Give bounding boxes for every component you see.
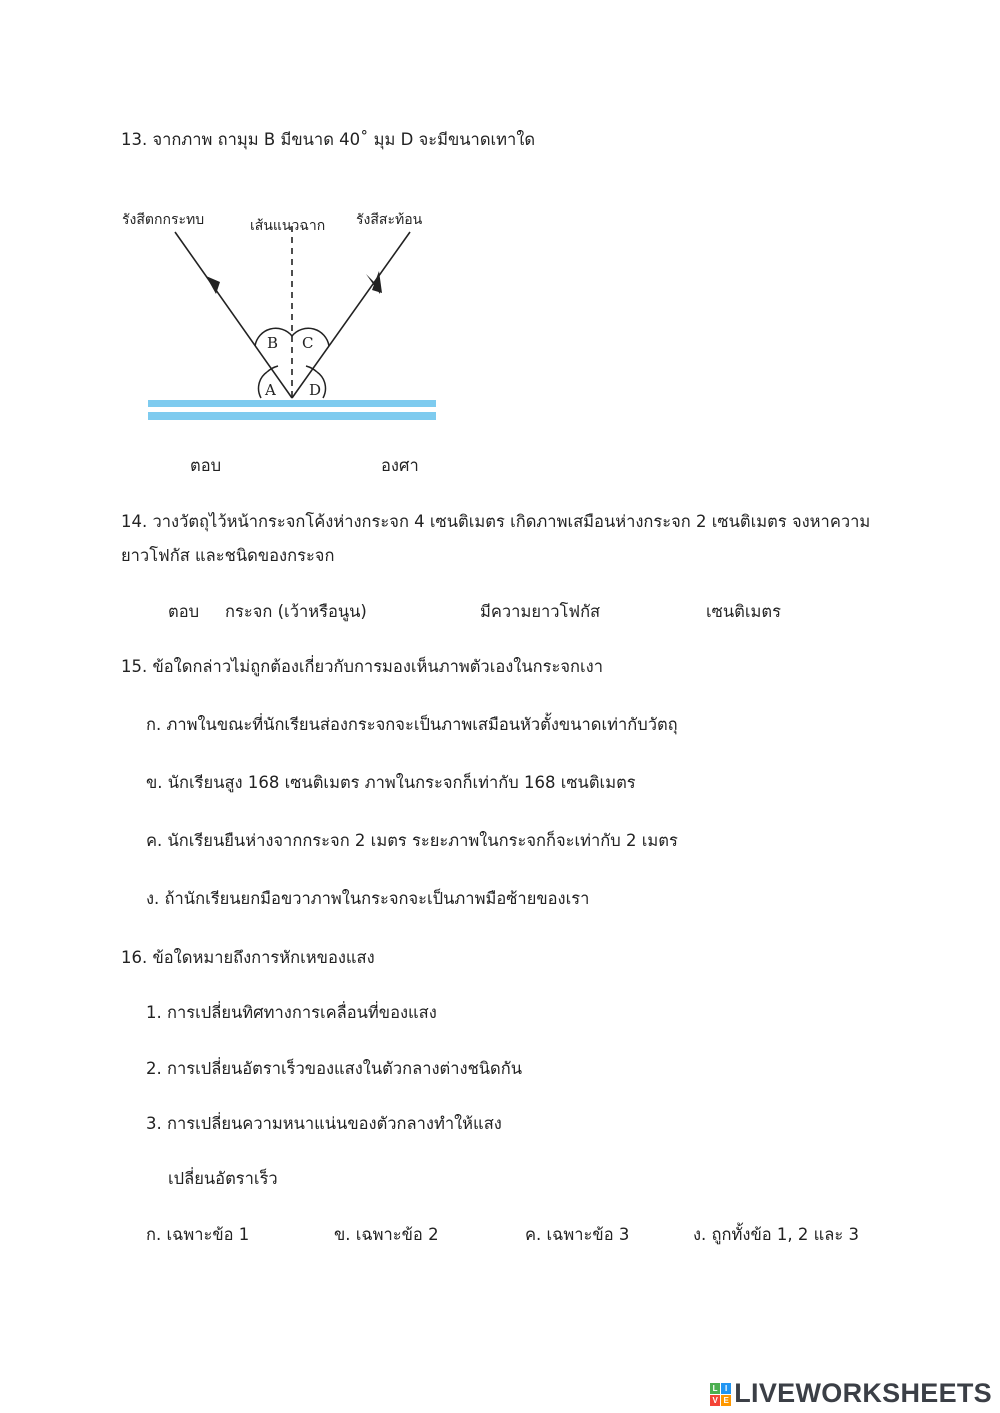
q16-choice-2: ข. เฉพาะข้อ 2 (334, 1225, 439, 1244)
q16-statement: 1. การเปลี่ยนทิศทางการเคลื่อนที่ของแสง (146, 1003, 437, 1022)
incident-arrow-icon (206, 276, 220, 294)
angle-b-label: B (267, 334, 279, 352)
q16-statement3-cont: เปลี่ยนอัตราเร็ว (168, 1169, 278, 1188)
q16-choice-4: ง. ถูกทั้งข้อ 1, 2 และ 3 (693, 1225, 859, 1244)
angle-d-label: D (309, 381, 322, 399)
angle-c-label: C (302, 334, 314, 352)
q14-answer-focal: มีความยาวโฟกัส (480, 602, 601, 621)
liveworksheets-logo-icon: L I V E (710, 1383, 732, 1407)
mirror-highlight (148, 407, 436, 412)
reflected-label: รังสีสะท้อน (356, 212, 423, 228)
q15-option: ข. นักเรียนสูง 168 เซนติเมตร ภาพในกระจกก็เท่ากับ 168 เซนติเมตร (146, 773, 636, 792)
q15-option: ก. ภาพในขณะที่นักเรียนส่องกระจกจะเป็นภาพเสมือนหัวตั้งขนาดเท่ากับวัตถุ (146, 715, 678, 734)
q14-text-line1: 14. วางวัตถุไว้หน้ากระจกโค้งห่างกระจก 4 เซนติเมตร เกิดภาพเสมือนห่างกระจก 2 เซนติเมตร จงหาความ (121, 512, 871, 531)
reflection-diagram (118, 170, 458, 432)
reflected-ray (292, 232, 410, 398)
liveworksheets-logo (710, 1378, 992, 1409)
q16-choice-1: ก. เฉพาะข้อ 1 (146, 1225, 250, 1244)
q16-statement: 3. การเปลี่ยนความหนาแน่นของตัวกลางทำให้แสง (146, 1114, 502, 1133)
q13-text: 13. จากภาพ ถามุม B มีขนาด 40˚ มุม D จะมีขนาดเทาใด (121, 130, 536, 149)
q15-option: ง. ถ้านักเรียนยกมือขวาภาพในกระจกจะเป็นภาพมือซ้ายของเรา (146, 889, 590, 908)
q13-answer-unit: องศา (381, 456, 419, 475)
q16-statement: 2. การเปลี่ยนอัตราเร็วของแสงในตัวกลางต่างชนิดกัน (146, 1059, 523, 1078)
q14-answer-label: ตอบ (168, 602, 200, 621)
q13-answer-label: ตอบ (190, 456, 222, 475)
q15-option: ค. นักเรียนยืนห่างจากกระจก 2 เมตร ระยะภาพในกระจกก็จะเท่ากับ 2 เมตร (146, 831, 678, 850)
q16-choice-3: ค. เฉพาะข้อ 3 (525, 1225, 630, 1244)
q14-text-line2: ยาวโฟกัส และชนิดของกระจก (121, 546, 335, 565)
normal-label: เส้นแนวฉาก (250, 218, 326, 234)
angle-a-label: A (265, 381, 276, 399)
q14-answer-mirror-type: กระจก (เว้าหรือนูน) (225, 602, 367, 621)
q16-text: 16. ข้อใดหมายถึงการหักเหของแสง (121, 948, 375, 967)
q14-answer-unit: เซนติเมตร (706, 602, 781, 621)
liveworksheets-logo-text: LIVEWORKSHEETS (734, 1378, 992, 1408)
incident-label: รังสีตกกระทบ (122, 212, 205, 228)
incident-ray (175, 232, 292, 398)
q15-text: 15. ข้อใดกล่าวไม่ถูกต้องเกี่ยวกับการมองเห็นภาพตัวเองในกระจกเงา (121, 657, 603, 676)
